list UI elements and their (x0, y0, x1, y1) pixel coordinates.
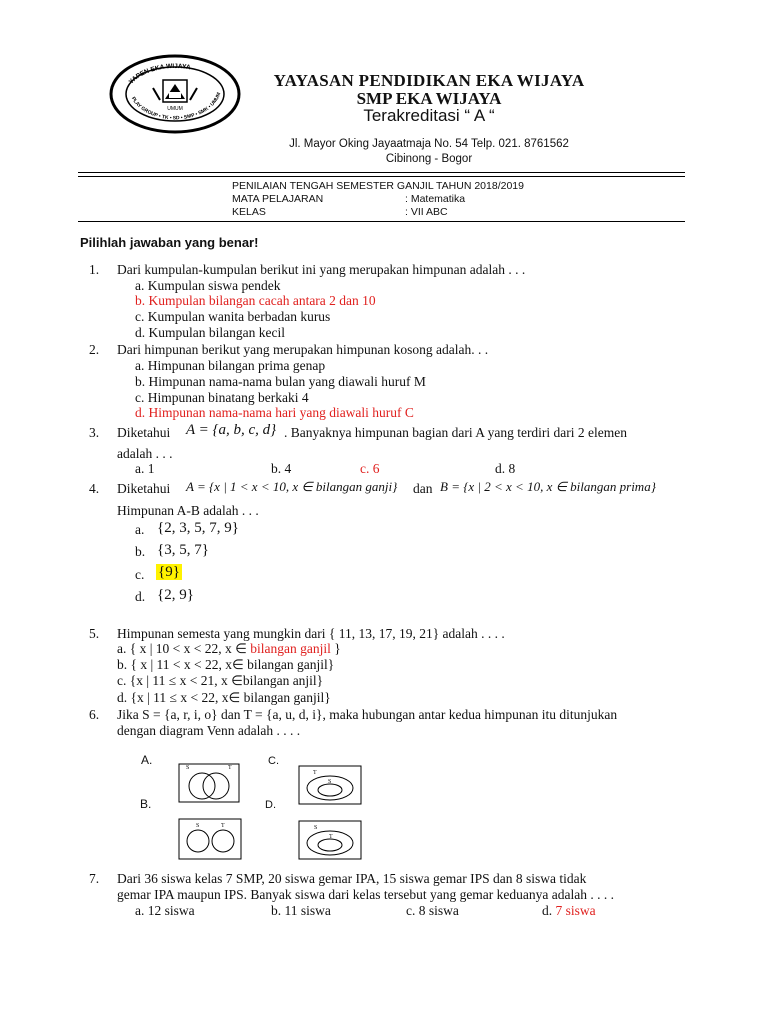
q4-set-a: A = {x | 1 < x < 10, x ∈ bilangan ganji} (186, 479, 398, 494)
venn-diagram-d (298, 820, 362, 865)
q5-option-a (117, 641, 341, 657)
venn-b-t-label: T (221, 823, 225, 829)
q4-option-a-label: a. (135, 522, 145, 537)
venn-a-s-label: S (186, 765, 190, 771)
q1-option-a: a. Kumpulan siswa pendek (135, 278, 281, 293)
q1-option-d: d. Kumpulan bilangan kecil (135, 325, 285, 340)
venn-diagram-c (298, 765, 362, 810)
venn-d-t-label: T (329, 834, 333, 840)
q5-option-b: b. { x | 11 < x < 22, x∈ bilangan ganjil} (117, 657, 335, 672)
instruction: Pilihlah jawaban yang benar! (80, 235, 259, 250)
q4-text2: Himpunan A-B adalah . . . (117, 503, 259, 518)
q7-option-d (542, 903, 596, 919)
q1-number: 1. (89, 262, 100, 277)
q5-number: 5. (89, 626, 100, 641)
q3-option-c: c. 6 (360, 461, 380, 476)
q4-set-b: B = {x | 2 < x < 10, x ∈ bilangan prima} (440, 479, 656, 494)
venn-d-s-label: S (314, 825, 318, 831)
q4-option-b-label: b. (135, 544, 146, 559)
q7-option-d-label: d. (542, 903, 553, 918)
address: Jl. Mayor Oking Jayaatmaja No. 54 Telp. 021. 8761562 (289, 138, 569, 150)
q1-option-c: c. Kumpulan wanita berbadan kurus (135, 309, 331, 324)
subject-label: MATA PELAJARAN (232, 193, 324, 205)
q4-option-a: {2, 3, 5, 7, 9} (157, 520, 239, 536)
venn-label-d: D. (265, 799, 276, 811)
q4-option-c-label: c. (135, 567, 145, 582)
q3-text2: adalah . . . (117, 446, 173, 461)
venn-a-t-label: T (228, 765, 232, 771)
q4-option-d-label: d. (135, 589, 146, 604)
svg-text:YAPEN EKA WIJAYA: YAPEN EKA WIJAYA (127, 62, 192, 86)
venn-c-s-label: S (328, 779, 332, 785)
q3-option-d: d. 8 (495, 461, 516, 476)
q7-option-d-answer: 7 siswa (555, 903, 596, 918)
header-divider (78, 172, 685, 173)
q4-lead: Diketahui (117, 481, 171, 496)
accreditation: Terakreditasi “ A “ (363, 106, 495, 125)
q3-lead: Diketahui (117, 425, 171, 440)
q6-text2: dengan diagram Venn adalah . . . . (117, 723, 301, 738)
venn-b-s-label: S (196, 823, 200, 829)
q1-text: Dari kumpulan-kumpulan berikut ini yang merupakan himpunan adalah . . . (117, 262, 526, 277)
org-name: YAYASAN PENDIDIKAN EKA WIJAYA (273, 71, 585, 90)
q7-option-c: c. 8 siswa (406, 903, 459, 918)
q3-number: 3. (89, 425, 100, 440)
q4-option-c: {9} (158, 564, 180, 580)
q4-option-b: {3, 5, 7} (157, 542, 209, 558)
q7-text2: gemar IPA maupun IPS. Banyak siswa dari kelas tersebut yang gemar keduanya adalah . . . . (117, 887, 615, 902)
q2-option-b: b. Himpunan nama-nama bulan yang diawali huruf M (135, 374, 426, 389)
city: Cibinong - Bogor (385, 153, 473, 165)
venn-label-b: B. (140, 797, 152, 811)
info-divider (78, 221, 685, 222)
q5-option-a-pre: a. { x | 10 < x < 22, x ∈ (117, 641, 247, 656)
venn-diagram-b (178, 818, 242, 865)
venn-diagram-a (178, 763, 240, 808)
school-logo (108, 54, 242, 134)
q2-text: Dari himpunan berikut yang merupakan himpunan kosong adalah. . . (117, 342, 489, 357)
venn-label-c: C. (268, 755, 279, 767)
q4-number: 4. (89, 481, 100, 496)
q7-text: Dari 36 siswa kelas 7 SMP, 20 siswa gemar IPA, 15 siswa gemar IPS dan 8 siswa tidak (117, 871, 587, 886)
q6-text: Jika S = {a, r, i, o} dan T = {a, u, d, i}, maka hubungan antar kedua himpunan itu ditunjukan (117, 707, 618, 722)
q2-option-c: c. Himpunan binatang berkaki 4 (135, 390, 309, 405)
q3-text: . Banyaknya himpunan bagian dari A yang terdiri dari 2 elemen (284, 425, 628, 440)
q2-option-d: d. Himpunan nama-nama hari yang diawali huruf C (135, 405, 414, 420)
q5-text: Himpunan semesta yang mungkin dari { 11, 13, 17, 19, 21} adalah . . . . (117, 626, 505, 641)
venn-label-a: A. (141, 753, 153, 767)
q6-number: 6. (89, 707, 100, 722)
q5-option-c: c. {x | 11 ≤ x < 21, x ∈bilangan anjil} (117, 673, 324, 688)
class-value: : VII ABC (405, 206, 448, 218)
q4-dan: dan (413, 481, 433, 496)
q7-option-a: a. 12 siswa (135, 903, 195, 918)
svg-text:UMUM: UMUM (167, 106, 183, 112)
q3-option-b: b. 4 (271, 461, 292, 476)
q5-option-a-answer: bilangan ganjil (250, 641, 331, 656)
exam-title: PENILAIAN TENGAH SEMESTER GANJIL TAHUN 2018/2019 (232, 180, 524, 192)
q7-option-b: b. 11 siswa (271, 903, 331, 918)
q3-option-a: a. 1 (135, 461, 155, 476)
class-label: KELAS (232, 206, 266, 218)
subject-value: : Matematika (405, 193, 466, 205)
q5-option-d: d. {x | 11 ≤ x < 22, x∈ bilangan ganjil} (117, 690, 331, 705)
q2-option-a: a. Himpunan bilangan prima genap (135, 358, 326, 373)
school-name: SMP EKA WIJAYA (356, 89, 502, 108)
venn-c-t-label: T (313, 770, 317, 776)
q7-number: 7. (89, 871, 100, 886)
svg-text:PLAY GROUP • TK • SD • SMP • S: PLAY GROUP • TK • SD • SMP • SMK • UMUM (129, 91, 223, 122)
q3-set: A = {a, b, c, d} (186, 422, 277, 438)
q2-number: 2. (89, 342, 100, 357)
q5-option-a-post: } (330, 641, 341, 656)
q4-option-d: {2, 9} (157, 587, 194, 603)
header-divider-double (78, 176, 685, 177)
q1-option-b: b. Kumpulan bilangan cacah antara 2 dan 10 (135, 293, 376, 308)
